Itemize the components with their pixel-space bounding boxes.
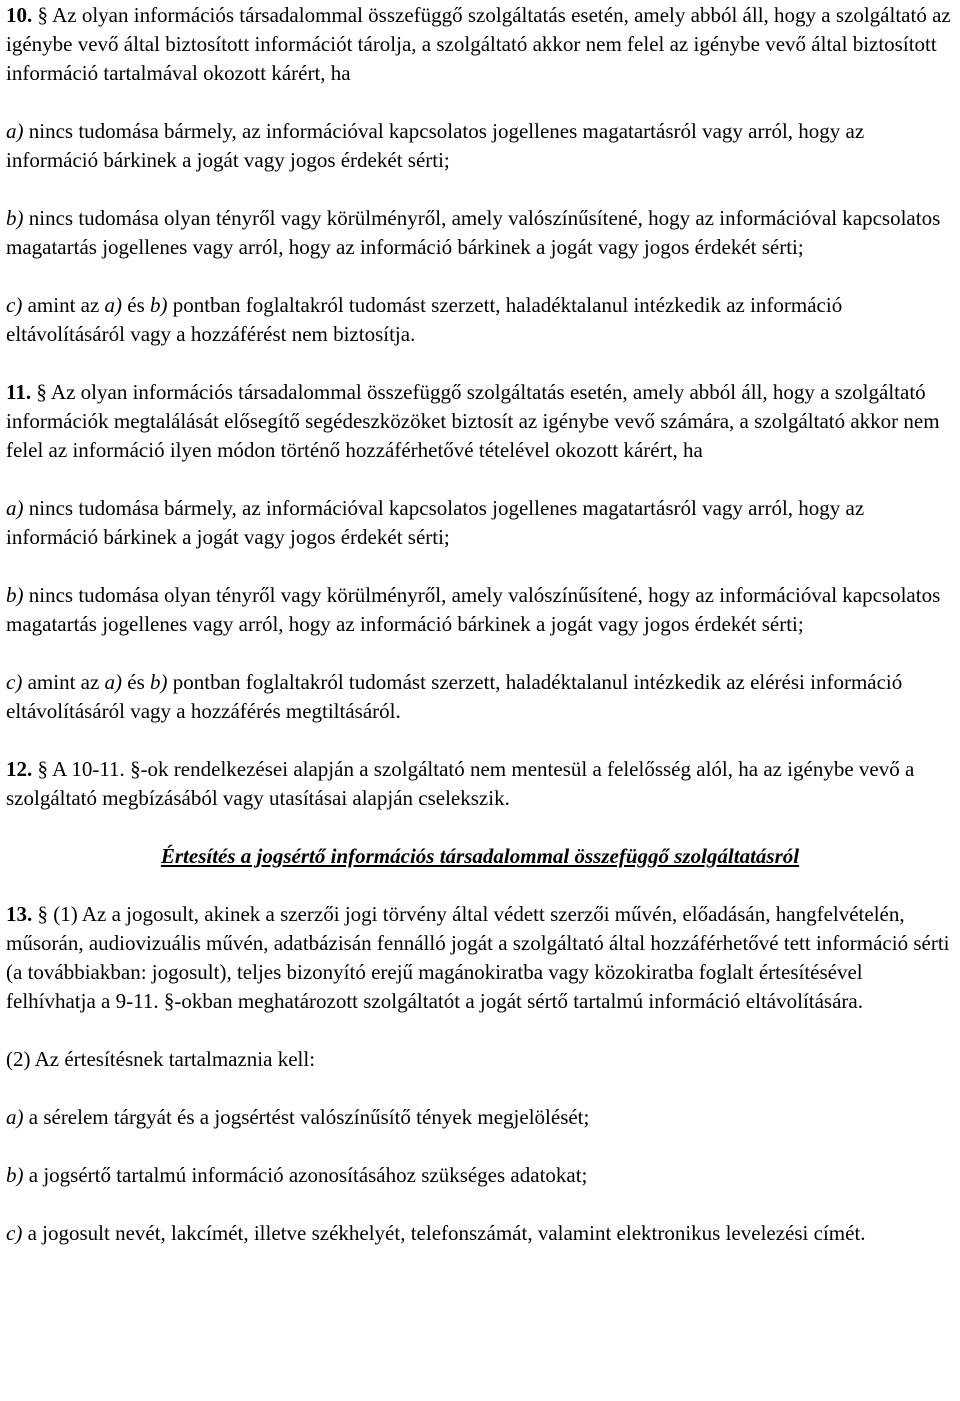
section-11-point-a xyxy=(6,494,954,552)
section-sign: § xyxy=(36,380,47,404)
point-text: a jogsértő tartalmú információ azonosításához szükséges adatokat; xyxy=(23,1163,588,1187)
section-13-point-b xyxy=(6,1161,954,1190)
point-text: és xyxy=(122,293,151,317)
section-sign: § xyxy=(163,989,175,1013)
point-text: nincs tudomása bármely, az információval kapcsolatos jogellenes magatartásról vagy arról, hogy az információ bárkinek a jogát vagy jogos érdekét sérti; xyxy=(6,496,865,549)
section-11-point-c xyxy=(6,668,954,726)
section-13-point-c xyxy=(6,1219,954,1248)
paragraph-text: A 10-11. xyxy=(48,757,131,781)
point-text: pontban foglaltakról tudomást szerzett, haladéktalanul intézkedik az elérési információ eltávolításáról vagy a hozzáférés megtiltásáról. xyxy=(6,670,903,723)
section-13-paragraph-2: (2) Az értesítésnek tartalmaznia kell: xyxy=(6,1047,316,1071)
point-label: c) xyxy=(6,1221,23,1245)
section-11-intro xyxy=(6,378,954,465)
point-reference: a) xyxy=(104,293,123,317)
paragraph-text: Az olyan információs társadalommal összefüggő szolgáltatás esetén, amely abból áll, hogy a szolgáltató információk megtalálását elősegítő segédeszközöket biztosít az igénybe vevő számára, a szolgáltató akkor nem felel az információ ilyen módon történő hozzáférhetővé tételével okozott kárért, ha xyxy=(6,380,940,462)
point-label: b) xyxy=(6,583,24,607)
paragraph-text: Az olyan információs társadalommal összefüggő szolgáltatás esetén, amely abból áll, hogy a szolgáltató az igénybe vevő által biztosított információt tárolja, a szolgáltató akkor nem felel az igénybe vevő által biztosított információ tartalmával okozott kárért, ha xyxy=(6,3,951,85)
point-text: pontban foglaltakról tudomást szerzett, haladéktalanul intézkedik az információ eltávolításáról vagy a hozzáférést nem biztosítja. xyxy=(6,293,843,346)
section-10-point-a xyxy=(6,117,954,175)
section-number: 13. xyxy=(6,902,33,926)
section-sign: § xyxy=(130,757,141,781)
point-label: b) xyxy=(6,206,24,230)
section-sign: § xyxy=(37,902,48,926)
point-text: nincs tudomása olyan tényről vagy körülményről, amely valószínűsítené, hogy az információval kapcsolatos magatartás jogellenes vagy arról, hogy az információ bárkinek a jogát vagy jogos érdekét sérti; xyxy=(6,583,941,636)
point-text: amint az xyxy=(22,293,105,317)
point-label: a) xyxy=(6,119,24,143)
section-sign: § xyxy=(37,3,48,27)
section-13-point-a xyxy=(6,1103,954,1132)
point-text: nincs tudomása olyan tényről vagy körülményről, amely valószínűsítené, hogy az információval kapcsolatos magatartás jogellenes vagy arról, hogy az információ bárkinek a jogát vagy jogos érdekét sérti; xyxy=(6,206,941,259)
point-label: c) xyxy=(6,670,23,694)
section-number: 11. xyxy=(6,380,32,404)
section-sign: § xyxy=(37,757,48,781)
section-number: 10. xyxy=(6,3,33,27)
section-10-intro xyxy=(6,1,954,88)
point-text: és xyxy=(122,670,151,694)
point-reference: b) xyxy=(150,670,168,694)
paragraph-text: (1) Az a jogosult, akinek a szerzői jogi törvény által védett szerzői művén, előadásán, hangfelvételén, műsorán, audiovizuális művén, adatbázisán fennálló jogát a szolgáltató által hozzáférhetővé tett információ sérti (a továbbiakban: jogosult), teljes bizonyító erejű magánokiratba vagy közokiratba foglalt értesítésével felhívhatja a 9-11. xyxy=(6,902,950,1013)
section-12 xyxy=(6,755,954,813)
paragraph-text: -ok rendelkezései alapján a szolgáltató nem mentesül a felelősség alól, ha az igénybe vevő a szolgáltató megbízásából vagy utasításai alapján cselekszik. xyxy=(6,757,915,810)
section-number: 12. xyxy=(6,757,33,781)
point-text: a sérelem tárgyát és a jogsértést valószínűsítő tények megjelölését; xyxy=(23,1105,590,1129)
point-label: b) xyxy=(6,1163,24,1187)
section-13-paragraph-1 xyxy=(6,900,954,1016)
section-10-point-c xyxy=(6,291,954,349)
point-text: a jogosult nevét, lakcímét, illetve székhelyét, telefonszámát, valamint elektronikus levelezési címét. xyxy=(22,1221,866,1245)
section-10-point-b xyxy=(6,204,954,262)
point-reference: a) xyxy=(104,670,123,694)
section-11-point-b xyxy=(6,581,954,639)
point-text: nincs tudomása bármely, az információval kapcsolatos jogellenes magatartásról vagy arról, hogy az információ bárkinek a jogát vagy jogos érdekét sérti; xyxy=(6,119,865,172)
point-reference: b) xyxy=(150,293,168,317)
section-heading: Értesítés a jogsértő információs társadalommal összefüggő szolgáltatásról xyxy=(160,844,800,868)
paragraph-text: -okban meghatározott szolgáltatót a jogát sértő tartalmú információ eltávolítására. xyxy=(174,989,863,1013)
point-label: a) xyxy=(6,496,24,520)
point-label: a) xyxy=(6,1105,24,1129)
point-text: amint az xyxy=(22,670,105,694)
point-label: c) xyxy=(6,293,23,317)
